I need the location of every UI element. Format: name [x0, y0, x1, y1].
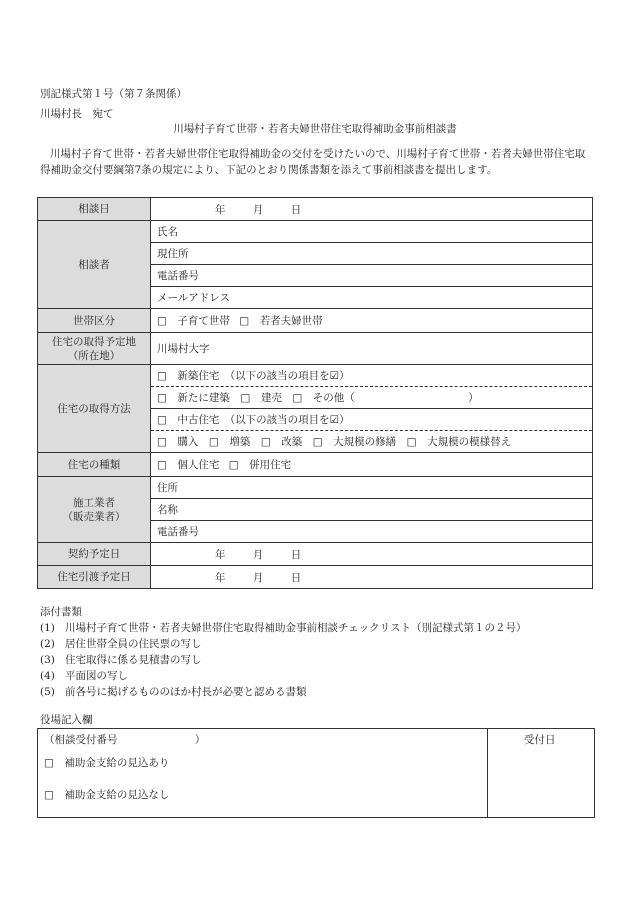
- handover-date-field[interactable]: 年 月 日: [151, 566, 593, 589]
- location-field[interactable]: 川場村大字: [151, 333, 593, 365]
- consult-date-label: 相談日: [38, 198, 151, 221]
- form-title: 川場村子育て世帯・若者夫婦世帯住宅取得補助金事前相談書: [173, 123, 457, 135]
- attachment-item: (3) 住宅取得に係る見積書の写し: [40, 654, 202, 666]
- contract-date-label: 契約予定日: [38, 543, 151, 566]
- location-label: 住宅の取得予定地 （所在地）: [38, 333, 151, 365]
- housing-type-label: 住宅の種類: [38, 453, 151, 477]
- method-label: 住宅の取得方法: [38, 365, 151, 453]
- attachment-item: (2) 居住世帯全員の住民票の写し: [40, 638, 202, 650]
- receipt-number-field[interactable]: （相談受付番号 ）: [44, 734, 206, 746]
- used-home-checkbox[interactable]: □ 中古住宅 （以下の該当の項目を☑）: [151, 409, 593, 431]
- consultant-email-field[interactable]: メールアドレス: [151, 287, 593, 309]
- office-use-heading: 役場記入欄: [40, 714, 93, 726]
- attachment-item: (5) 前各号に掲げるもののほか村長が必要と認める書類: [40, 686, 307, 698]
- attachment-item: (1) 川場村子育て世帯・若者夫婦世帯住宅取得補助金事前相談チェックリスト（別記様式第１の２号）: [40, 622, 527, 634]
- contract-date-field[interactable]: 年 月 日: [151, 543, 593, 566]
- handover-date-label: 住宅引渡予定日: [38, 566, 151, 589]
- attachment-item: (4) 平面図の写し: [40, 670, 128, 682]
- received-date-label: 受付日: [524, 734, 556, 746]
- mixed-use-checkbox[interactable]: □ 併用住宅: [228, 459, 292, 471]
- household-options: [151, 309, 593, 333]
- private-home-checkbox[interactable]: □ 個人住宅: [157, 459, 220, 471]
- subsidy-not-expected-checkbox[interactable]: □ 補助金支給の見込なし: [44, 789, 170, 801]
- builder-address-field[interactable]: 住所: [151, 477, 593, 499]
- new-home-options[interactable]: □ 新たに建築 □ 建売 □ その他（ ）: [151, 387, 593, 409]
- new-home-checkbox[interactable]: □ 新築住宅 （以下の該当の項目を☑）: [151, 365, 593, 387]
- builder-label: 施工業者 （販売業者）: [38, 477, 151, 543]
- consultation-table: [37, 197, 593, 589]
- builder-phone-field[interactable]: 電話番号: [151, 521, 593, 543]
- child-household-checkbox[interactable]: □ 子育て世帯: [157, 315, 230, 327]
- subsidy-expected-checkbox[interactable]: □ 補助金支給の見込あり: [44, 757, 170, 769]
- office-use-left: [38, 729, 488, 817]
- builder-name-field[interactable]: 名称: [151, 499, 593, 521]
- consultant-address-field[interactable]: 現住所: [151, 243, 593, 265]
- household-label: 世帯区分: [38, 309, 151, 333]
- received-date-box[interactable]: [488, 729, 594, 817]
- consultant-label: 相談者: [38, 221, 151, 309]
- office-use-box: [37, 728, 595, 818]
- consultant-name-field[interactable]: 氏名: [151, 221, 593, 243]
- intro-text: 川場村子育て世帯・若者夫婦世帯住宅取得補助金の交付を受けたいので、川場村子育て世帯・若者夫婦世帯住宅取得補助金交付要綱第7条の規定により、下記のとおり関係書類を添えて事前相談書を提出します。: [40, 148, 586, 176]
- young-couple-checkbox[interactable]: □ 若者夫婦世帯: [239, 315, 323, 327]
- addressee: 川場村長 宛て: [40, 108, 114, 120]
- attachments-heading: 添付書類: [40, 606, 82, 618]
- housing-type-options: [151, 453, 593, 477]
- used-home-options[interactable]: □ 購入 □ 増築 □ 改築 □ 大規模の修繕 □ 大規模の模様替え: [151, 431, 593, 453]
- form-number: 別記様式第１号（第７条関係）: [40, 88, 187, 100]
- consultant-phone-field[interactable]: 電話番号: [151, 265, 593, 287]
- consult-date-field[interactable]: 年 月 日: [151, 198, 593, 221]
